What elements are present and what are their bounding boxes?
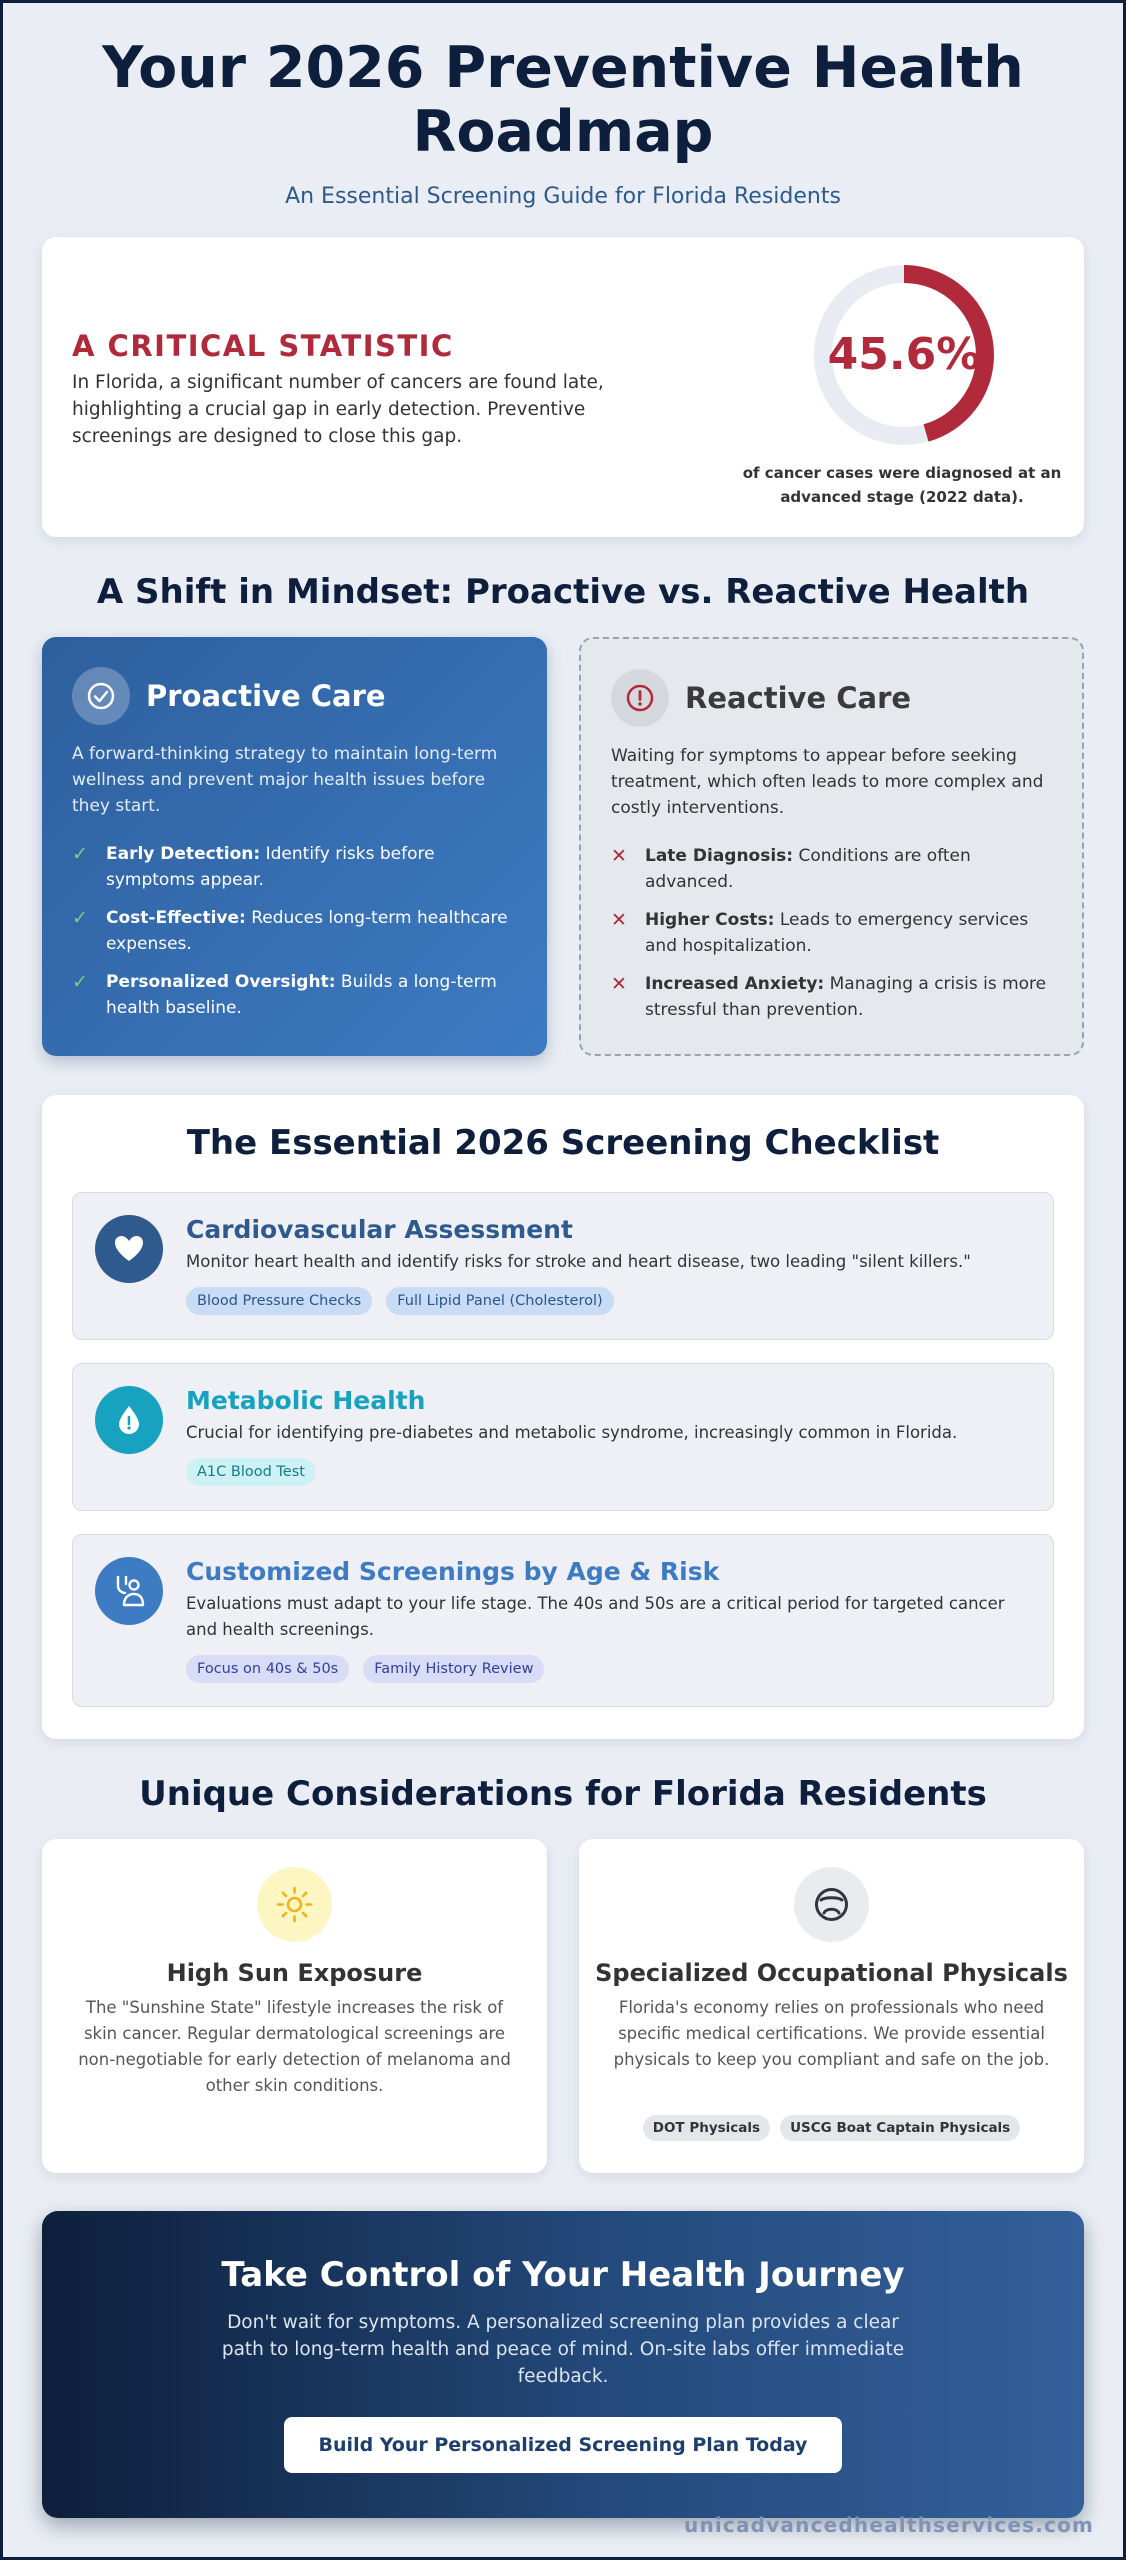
sun-icon [257,1867,332,1942]
statistic-caption: of cancer cases were diagnosed at an advanced stage (2022 data). [742,464,1062,506]
cta-title: Take Control of Your Health Journey [221,2255,905,2295]
card-title: Specialized Occupational Physicals [595,1959,1068,1987]
bullet-text: Leads to emergency services and hospitalization. [645,910,1029,956]
reactive-care-card [579,637,1084,1056]
check-circle-icon [72,667,130,725]
tag-list [186,1458,316,1486]
card-description: The "Sunshine State" lifestyle increases the risk of skin cancer. Regular dermatological screenings are non-negotiable for early detection of melanoma and other skin conditions. [78,1998,511,2095]
bullet-bold: Personalized Oversight: [106,972,336,992]
checklist-item-customized [72,1534,1054,1707]
statistic-card [42,237,1084,537]
list-item [72,905,522,957]
bullet-bold: Higher Costs: [645,910,775,930]
x-icon: ✕ [611,909,627,931]
proactive-description: A forward-thinking strategy to maintain long-term wellness and prevent major health issues before they start. [72,744,498,816]
checklist-title: The Essential 2026 Screening Checklist [186,1123,940,1163]
bullet-text: Conditions are often advanced. [645,846,971,892]
alert-circle-icon [611,669,669,727]
bullet-bold: Increased Anxiety: [645,974,825,994]
proactive-care-card [42,637,547,1056]
steering-wheel-icon [794,1867,869,1942]
check-icon: ✓ [72,843,88,865]
build-plan-button[interactable]: Build Your Personalized Screening Plan Today [284,2417,842,2473]
cta-text: Don't wait for symptoms. A personalized screening plan provides a clear path to long-term health and peace of mind. On-site labs offer immediate feedback. [221,2312,905,2387]
tag-list [579,2115,1084,2141]
list-item [611,971,1061,1023]
cta-banner [42,2211,1084,2518]
list-item [611,843,1061,895]
reactive-bullets [611,843,1061,1035]
tag: Blood Pressure Checks [186,1287,372,1315]
screening-checklist-card [42,1095,1084,1739]
occupational-physicals-card [579,1839,1084,2173]
tag: A1C Blood Test [186,1458,316,1486]
sun-exposure-card [42,1839,547,2173]
statistic-text: In Florida, a significant number of cancers are found late, highlighting a crucial gap in early detection. Preventive screenings are designed to close this gap. [72,372,604,447]
tag: DOT Physicals [643,2115,770,2141]
website-watermark: unicadvancedhealthservices.com [684,2513,1095,2537]
x-icon: ✕ [611,845,627,867]
x-icon: ✕ [611,973,627,995]
card-title: High Sun Exposure [166,1959,423,1987]
reactive-description: Waiting for symptoms to appear before seeking treatment, which often leads to more complex and costly interventions. [611,746,1044,818]
tag: Focus on 40s & 50s [186,1655,349,1683]
page-title: Your 2026 Preventive Health Roadmap [102,35,1024,165]
list-item [72,969,522,1021]
proactive-title: Proactive Care [146,679,386,713]
item-title: Customized Screenings by Age & Risk [186,1557,720,1586]
checklist-item-metabolic [72,1363,1054,1511]
tag: USCG Boat Captain Physicals [780,2115,1020,2141]
mindset-title: A Shift in Mindset: Proactive vs. Reactive Health [96,572,1030,612]
card-description: Florida's economy relies on professionals who need specific medical certifications. We provide essential physicals to keep you compliant and safe on the job. [613,1998,1050,2069]
bullet-bold: Late Diagnosis: [645,846,794,866]
florida-title: Unique Considerations for Florida Residents [139,1774,987,1814]
stethoscope-person-icon [95,1557,163,1625]
bullet-text: Builds a long-term health baseline. [106,972,497,1018]
page-subtitle: An Essential Screening Guide for Florida Residents [285,184,841,209]
statistic-value: 45.6% [827,329,981,380]
bullet-text: Managing a crisis is more stressful than prevention. [645,974,1047,1020]
drop-icon [95,1386,163,1454]
check-icon: ✓ [72,907,88,929]
tag-list [186,1655,544,1683]
proactive-bullets [72,841,522,1033]
bullet-bold: Early Detection: [106,844,261,864]
bullet-text: Reduces long-term healthcare expenses. [106,908,508,954]
item-title: Metabolic Health [186,1386,426,1415]
bullet-text: Identify risks before symptoms appear. [106,844,435,890]
page-header [0,36,1126,209]
check-icon: ✓ [72,971,88,993]
tag: Family History Review [363,1655,544,1683]
item-description: Monitor heart health and identify risks for stroke and heart disease, two leading "silent killers." [186,1252,971,1271]
tag-list [186,1287,614,1315]
item-description: Crucial for identifying pre-diabetes and metabolic syndrome, increasingly common in Florida. [186,1423,958,1442]
statistic-heading: A CRITICAL STATISTIC [72,329,454,363]
heart-icon [95,1215,163,1283]
tag: Full Lipid Panel (Cholesterol) [386,1287,613,1315]
bullet-bold: Cost-Effective: [106,908,246,928]
reactive-title: Reactive Care [685,681,912,715]
list-item [611,907,1061,959]
item-title: Cardiovascular Assessment [186,1215,573,1244]
item-description: Evaluations must adapt to your life stage. The 40s and 50s are a critical period for targeted cancer and health screenings. [186,1594,1005,1639]
list-item [72,841,522,893]
checklist-item-cardiovascular [72,1192,1054,1340]
